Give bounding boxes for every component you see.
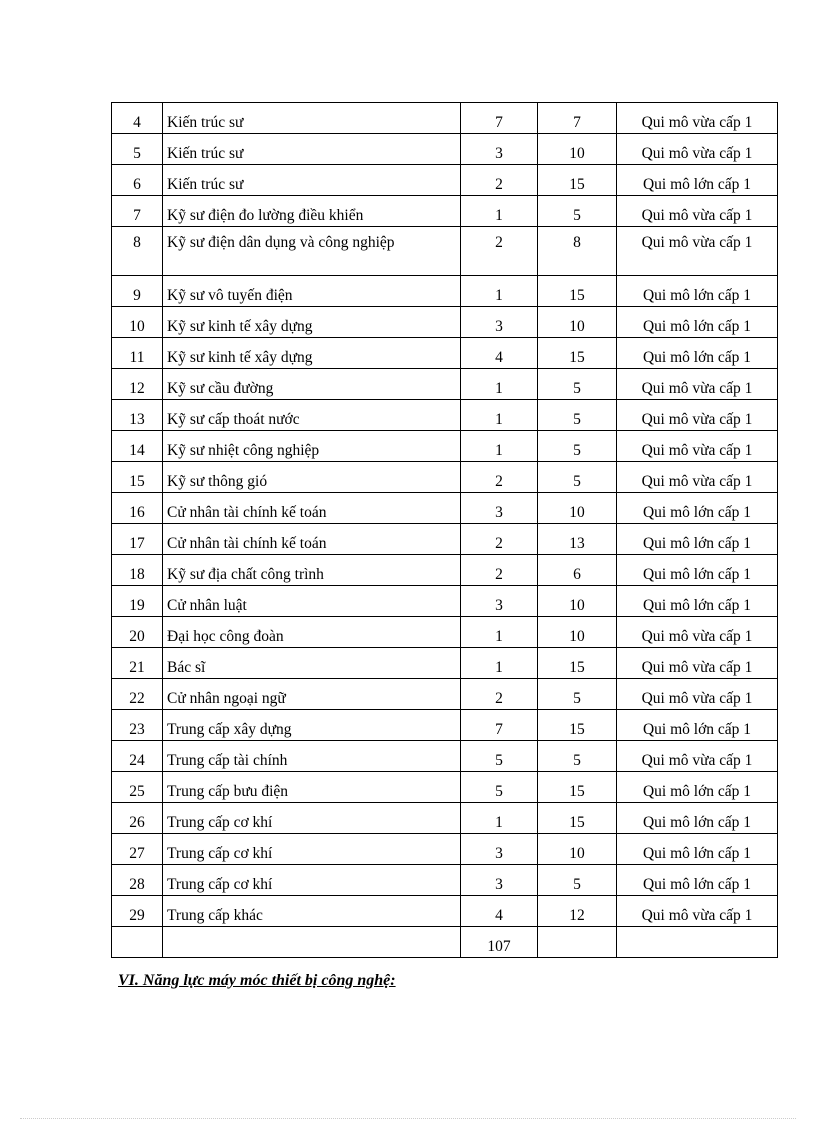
position-cell: Cử nhân luật xyxy=(163,586,461,617)
row-number-cell: 20 xyxy=(112,617,163,648)
position-cell: Kiến trúc sư xyxy=(163,165,461,196)
position-cell: Trung cấp bưu điện xyxy=(163,772,461,803)
position-cell: Kỹ sư thông gió xyxy=(163,462,461,493)
table-row xyxy=(112,165,778,196)
position-cell: Kiến trúc sư xyxy=(163,103,461,134)
position-cell: Trung cấp cơ khí xyxy=(163,834,461,865)
row-number-cell: 7 xyxy=(112,196,163,227)
quantity-cell: 1 xyxy=(461,617,538,648)
quantity-cell: 3 xyxy=(461,834,538,865)
project-scale-cell: Qui mô vừa cấp 1 xyxy=(617,369,778,400)
project-scale-cell: Qui mô vừa cấp 1 xyxy=(617,896,778,927)
years-experience-cell: 10 xyxy=(538,307,617,338)
table-row xyxy=(112,679,778,710)
row-number-cell: 18 xyxy=(112,555,163,586)
table-row xyxy=(112,617,778,648)
project-scale-cell: Qui mô lớn cấp 1 xyxy=(617,772,778,803)
quantity-cell: 2 xyxy=(461,524,538,555)
row-number-cell: 14 xyxy=(112,431,163,462)
years-experience-cell: 15 xyxy=(538,165,617,196)
project-scale-cell: Qui mô lớn cấp 1 xyxy=(617,803,778,834)
position-cell: Kỹ sư vô tuyến điện xyxy=(163,276,461,307)
position-cell: Trung cấp khác xyxy=(163,896,461,927)
row-number-cell xyxy=(112,927,163,958)
row-number-cell: 11 xyxy=(112,338,163,369)
years-experience-cell: 10 xyxy=(538,493,617,524)
row-number-cell: 16 xyxy=(112,493,163,524)
quantity-cell: 4 xyxy=(461,896,538,927)
position-cell: Cử nhân ngoại ngữ xyxy=(163,679,461,710)
table-row xyxy=(112,493,778,524)
table-row xyxy=(112,896,778,927)
project-scale-cell: Qui mô vừa cấp 1 xyxy=(617,400,778,431)
row-number-cell: 28 xyxy=(112,865,163,896)
quantity-cell: 7 xyxy=(461,103,538,134)
row-number-cell: 19 xyxy=(112,586,163,617)
position-cell: Trung cấp cơ khí xyxy=(163,803,461,834)
quantity-cell: 3 xyxy=(461,493,538,524)
table-row xyxy=(112,803,778,834)
table-row xyxy=(112,524,778,555)
quantity-cell: 3 xyxy=(461,865,538,896)
position-cell: Bác sĩ xyxy=(163,648,461,679)
project-scale-cell: Qui mô vừa cấp 1 xyxy=(617,103,778,134)
row-number-cell: 29 xyxy=(112,896,163,927)
quantity-cell: 3 xyxy=(461,307,538,338)
years-experience-cell: 5 xyxy=(538,462,617,493)
quantity-cell: 2 xyxy=(461,679,538,710)
years-experience-cell: 15 xyxy=(538,276,617,307)
table-row xyxy=(112,772,778,803)
row-number-cell: 6 xyxy=(112,165,163,196)
row-number-cell: 15 xyxy=(112,462,163,493)
quantity-cell: 1 xyxy=(461,196,538,227)
table-row xyxy=(112,276,778,307)
row-number-cell: 9 xyxy=(112,276,163,307)
table-row xyxy=(112,400,778,431)
row-number-cell: 21 xyxy=(112,648,163,679)
years-experience-cell: 5 xyxy=(538,741,617,772)
quantity-cell: 2 xyxy=(461,462,538,493)
years-experience-cell: 5 xyxy=(538,431,617,462)
table-row xyxy=(112,710,778,741)
project-scale-cell: Qui mô vừa cấp 1 xyxy=(617,679,778,710)
row-number-cell: 25 xyxy=(112,772,163,803)
position-cell: Kỹ sư kinh tế xây dựng xyxy=(163,338,461,369)
project-scale-cell: Qui mô vừa cấp 1 xyxy=(617,462,778,493)
row-number-cell: 10 xyxy=(112,307,163,338)
years-experience-cell: 15 xyxy=(538,710,617,741)
row-number-cell: 8 xyxy=(112,227,163,276)
table-row xyxy=(112,865,778,896)
quantity-cell: 1 xyxy=(461,648,538,679)
project-scale-cell: Qui mô lớn cấp 1 xyxy=(617,865,778,896)
position-cell xyxy=(163,927,461,958)
table-row xyxy=(112,555,778,586)
table-row xyxy=(112,307,778,338)
page-bottom-divider xyxy=(20,1118,796,1119)
years-experience-cell: 5 xyxy=(538,679,617,710)
position-cell: Đại học công đoàn xyxy=(163,617,461,648)
row-number-cell: 13 xyxy=(112,400,163,431)
row-number-cell: 22 xyxy=(112,679,163,710)
years-experience-cell: 5 xyxy=(538,865,617,896)
table-row xyxy=(112,227,778,276)
years-experience-cell: 5 xyxy=(538,196,617,227)
row-number-cell: 27 xyxy=(112,834,163,865)
position-cell: Kỹ sư điện đo lường điều khiển xyxy=(163,196,461,227)
table-row xyxy=(112,103,778,134)
position-cell: Kỹ sư kinh tế xây dựng xyxy=(163,307,461,338)
years-experience-cell: 10 xyxy=(538,586,617,617)
table-row xyxy=(112,196,778,227)
project-scale-cell: Qui mô lớn cấp 1 xyxy=(617,338,778,369)
project-scale-cell: Qui mô vừa cấp 1 xyxy=(617,741,778,772)
quantity-cell: 2 xyxy=(461,555,538,586)
quantity-cell: 5 xyxy=(461,772,538,803)
project-scale-cell: Qui mô vừa cấp 1 xyxy=(617,648,778,679)
quantity-cell: 7 xyxy=(461,710,538,741)
table-row xyxy=(112,369,778,400)
quantity-cell: 1 xyxy=(461,369,538,400)
row-number-cell: 24 xyxy=(112,741,163,772)
years-experience-cell: 6 xyxy=(538,555,617,586)
project-scale-cell: Qui mô vừa cấp 1 xyxy=(617,617,778,648)
table-row xyxy=(112,586,778,617)
quantity-cell: 5 xyxy=(461,741,538,772)
table-row xyxy=(112,648,778,679)
years-experience-cell: 7 xyxy=(538,103,617,134)
table-row xyxy=(112,338,778,369)
project-scale-cell: Qui mô vừa cấp 1 xyxy=(617,196,778,227)
row-number-cell: 12 xyxy=(112,369,163,400)
years-experience-cell: 5 xyxy=(538,400,617,431)
section-heading: VI. Năng lực máy móc thiết bị công nghệ: xyxy=(118,972,396,989)
table-row xyxy=(112,134,778,165)
years-experience-cell: 5 xyxy=(538,369,617,400)
years-experience-cell: 15 xyxy=(538,803,617,834)
quantity-cell: 1 xyxy=(461,803,538,834)
project-scale-cell: Qui mô lớn cấp 1 xyxy=(617,555,778,586)
years-experience-cell xyxy=(538,927,617,958)
position-cell: Trung cấp tài chính xyxy=(163,741,461,772)
years-experience-cell: 15 xyxy=(538,648,617,679)
years-experience-cell: 10 xyxy=(538,617,617,648)
years-experience-cell: 10 xyxy=(538,834,617,865)
project-scale-cell: Qui mô vừa cấp 1 xyxy=(617,134,778,165)
project-scale-cell: Qui mô lớn cấp 1 xyxy=(617,710,778,741)
quantity-cell: 1 xyxy=(461,276,538,307)
position-cell: Kỹ sư điện dân dụng và công nghiệp xyxy=(163,227,461,276)
table-row xyxy=(112,431,778,462)
position-cell: Kỹ sư cấp thoát nước xyxy=(163,400,461,431)
project-scale-cell: Qui mô lớn cấp 1 xyxy=(617,586,778,617)
position-cell: Trung cấp cơ khí xyxy=(163,865,461,896)
quantity-cell: 3 xyxy=(461,586,538,617)
position-cell: Cử nhân tài chính kế toán xyxy=(163,493,461,524)
table-row xyxy=(112,741,778,772)
years-experience-cell: 10 xyxy=(538,134,617,165)
row-number-cell: 4 xyxy=(112,103,163,134)
years-experience-cell: 13 xyxy=(538,524,617,555)
staff-table xyxy=(111,102,778,958)
project-scale-cell: Qui mô vừa cấp 1 xyxy=(617,227,778,276)
table-total-row xyxy=(112,927,778,958)
table-row xyxy=(112,462,778,493)
quantity-cell: 1 xyxy=(461,400,538,431)
quantity-cell: 1 xyxy=(461,431,538,462)
row-number-cell: 23 xyxy=(112,710,163,741)
years-experience-cell: 15 xyxy=(538,772,617,803)
position-cell: Kỹ sư nhiệt công nghiệp xyxy=(163,431,461,462)
position-cell: Cử nhân tài chính kế toán xyxy=(163,524,461,555)
position-cell: Kỹ sư cầu đường xyxy=(163,369,461,400)
position-cell: Kiến trúc sư xyxy=(163,134,461,165)
project-scale-cell: Qui mô lớn cấp 1 xyxy=(617,276,778,307)
years-experience-cell: 8 xyxy=(538,227,617,276)
project-scale-cell: Qui mô lớn cấp 1 xyxy=(617,834,778,865)
position-cell: Trung cấp xây dựng xyxy=(163,710,461,741)
row-number-cell: 17 xyxy=(112,524,163,555)
project-scale-cell: Qui mô lớn cấp 1 xyxy=(617,493,778,524)
quantity-cell: 2 xyxy=(461,227,538,276)
years-experience-cell: 12 xyxy=(538,896,617,927)
project-scale-cell: Qui mô lớn cấp 1 xyxy=(617,165,778,196)
table-row xyxy=(112,834,778,865)
row-number-cell: 5 xyxy=(112,134,163,165)
project-scale-cell xyxy=(617,927,778,958)
quantity-cell: 2 xyxy=(461,165,538,196)
project-scale-cell: Qui mô lớn cấp 1 xyxy=(617,524,778,555)
project-scale-cell: Qui mô vừa cấp 1 xyxy=(617,431,778,462)
quantity-cell: 107 xyxy=(461,927,538,958)
position-cell: Kỹ sư địa chất công trình xyxy=(163,555,461,586)
quantity-cell: 3 xyxy=(461,134,538,165)
project-scale-cell: Qui mô lớn cấp 1 xyxy=(617,307,778,338)
row-number-cell: 26 xyxy=(112,803,163,834)
quantity-cell: 4 xyxy=(461,338,538,369)
staff-table-body xyxy=(112,103,778,958)
years-experience-cell: 15 xyxy=(538,338,617,369)
